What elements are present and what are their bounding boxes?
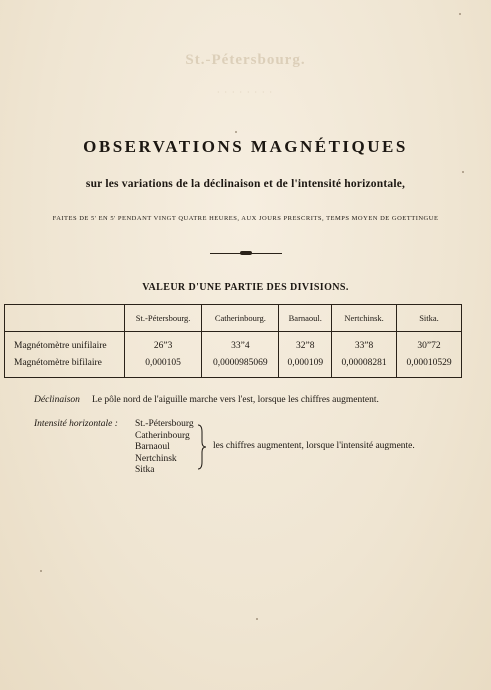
city-item: St.-Pétersbourg: [135, 419, 194, 429]
paper-speck: [459, 13, 461, 15]
ornament-divider: [210, 251, 282, 255]
row-label: Magnétomètre bifilaire: [14, 357, 102, 368]
table-cell: [279, 332, 332, 378]
column-header: Nertchinsk.: [332, 305, 397, 332]
city-item: Sitka: [135, 465, 155, 475]
declinaison-label: Déclinaison: [34, 395, 80, 405]
page-caption: FAITES DE 5' EN 5' PENDANT VINGT QUATRE HEURES, AUX JOURS PRESCRITS, TEMPS MOYEN DE GOETTINGUE: [52, 215, 439, 222]
table-cell: [332, 332, 397, 378]
cell-value: 26”3: [153, 340, 173, 351]
intensite-text: les chiffres augmentent, lorsque l'intensité augmente.: [213, 441, 415, 451]
paper-speck: [235, 131, 237, 133]
cell-value: 0,0000985069: [213, 357, 268, 368]
column-header: Sitka.: [397, 305, 462, 332]
division-values-table: [4, 304, 462, 378]
cell-value: 30”72: [417, 340, 441, 351]
column-header: Catherinbourg.: [202, 305, 279, 332]
curly-brace-icon: [196, 424, 208, 470]
section-heading: VALEUR D'UNE PARTIE DES DIVISIONS.: [142, 282, 349, 293]
intensite-label: Intensité horizontale :: [34, 419, 118, 429]
cell-value: 0,00010529: [406, 357, 452, 368]
city-item: Nertchinsk: [135, 453, 177, 464]
city-list: [135, 419, 194, 477]
declinaison-note: [34, 395, 379, 405]
cell-value: 0,000109: [287, 357, 324, 368]
table-row: [5, 332, 462, 378]
cell-value: 33”8: [354, 340, 374, 351]
paper-speck: [40, 570, 42, 572]
table-cell: [397, 332, 462, 378]
page-subtitle: sur les variations de la déclinaison et de l'intensité horizontale,: [85, 178, 406, 190]
cell-value: 32”8: [296, 340, 315, 351]
column-header: Barnaoul.: [279, 305, 332, 332]
column-header: St.-Pétersbourg.: [125, 305, 202, 332]
declinaison-text: Le pôle nord de l'aiguille marche vers l'est, lorsque les chiffres augmentent.: [92, 395, 379, 405]
paper-speck: [256, 618, 258, 620]
paper-speck: [462, 171, 464, 173]
city-item: Catherinbourg: [135, 430, 190, 441]
row-labels-cell: [5, 332, 125, 378]
table-cell: [125, 332, 202, 378]
row-label: Magnétomètre unifilaire: [14, 340, 107, 351]
page-title: OBSERVATIONS MAGNÉTIQUES: [83, 137, 408, 156]
table-cell: [202, 332, 279, 378]
bleed-through-heading: St.-Pétersbourg.: [185, 52, 306, 68]
city-item: Barnaoul: [135, 442, 170, 452]
table-corner-cell: [5, 305, 125, 332]
table-header-row: [5, 305, 462, 332]
cell-value: 0,00008281: [341, 357, 387, 368]
cell-value: 33”4: [231, 340, 250, 351]
bleed-through-subheading: · · · · · · · ·: [217, 90, 274, 96]
ornament-center: [240, 251, 252, 255]
cell-value: 0,000105: [145, 357, 181, 368]
